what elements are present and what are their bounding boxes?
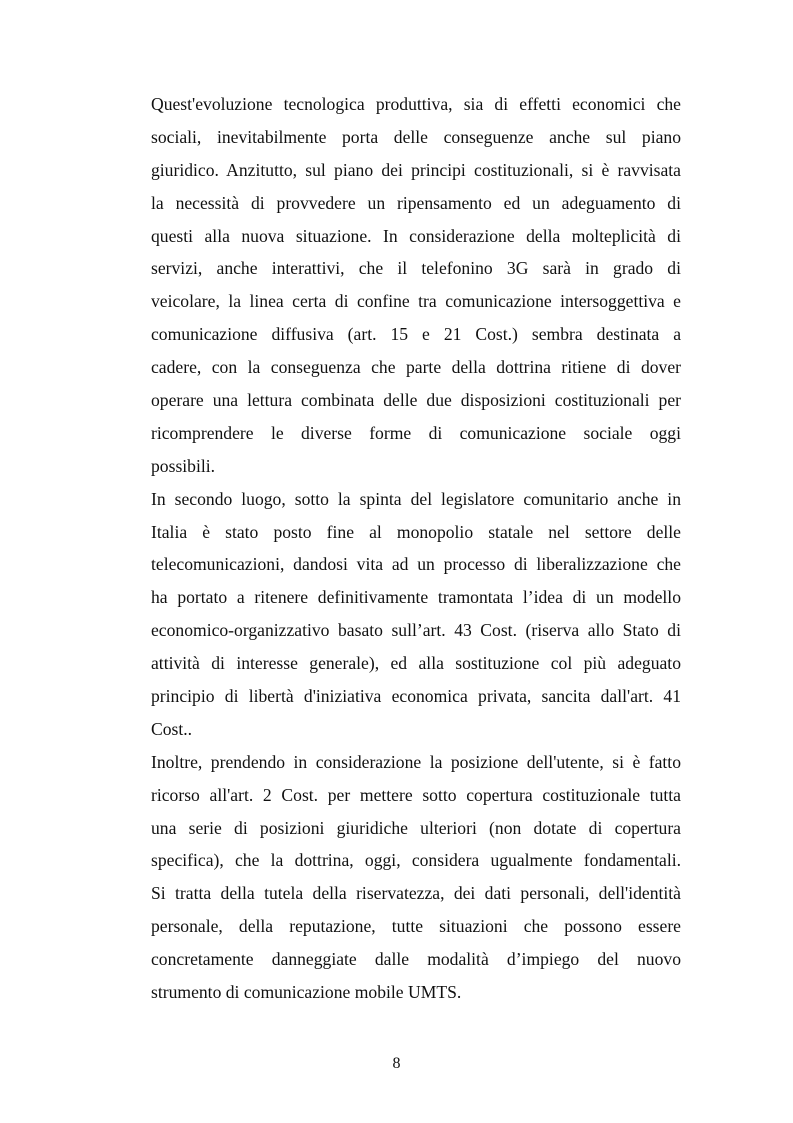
text-line: operare una lettura combinata delle due disposizioni costituzionali per: [151, 390, 681, 411]
text-line: Inoltre, prendendo in considerazione la posizione dell'utente, si è fatto: [151, 751, 681, 772]
text-line: Italia è stato posto fine al monopolio statale nel settore delle: [151, 521, 681, 542]
text-line: personale, della reputazione, tutte situazioni che possono essere: [151, 916, 681, 937]
text-line: strumento di comunicazione mobile UMTS.: [151, 982, 462, 1003]
text-line: comunicazione diffusiva (art. 15 e 21 Cost.) sembra destinata a: [151, 324, 681, 345]
text-line: Si tratta della tutela della riservatezza, dei dati personali, dell'identità: [151, 883, 681, 904]
body-text: [151, 88, 681, 1009]
text-line: telecomunicazioni, dandosi vita ad un processo di liberalizzazione che: [151, 554, 681, 575]
text-line: una serie di posizioni giuridiche ulteriori (non dotate di copertura: [151, 817, 681, 838]
paragraph-2: [151, 483, 681, 746]
text-line: la necessità di provvedere un ripensamento ed un adeguamento di: [151, 192, 681, 213]
text-line: servizi, anche interattivi, che il telefonino 3G sarà in grado di: [151, 258, 681, 279]
text-line: Quest'evoluzione tecnologica produttiva, sia di effetti economici che: [151, 94, 681, 114]
text-line: cadere, con la conseguenza che parte della dottrina ritiene di dover: [151, 357, 681, 378]
text-line: attività di interesse generale), ed alla sostituzione col più adeguato: [151, 653, 681, 674]
paragraph-3: [151, 746, 681, 1009]
paragraph-1: [151, 88, 681, 483]
text-line: ha portato a ritenere definitivamente tramontata l’idea di un modello: [151, 587, 681, 608]
text-line: principio di libertà d'iniziativa economica privata, sancita dall'art. 41: [151, 686, 681, 707]
text-line: specifica), che la dottrina, oggi, considera ugualmente fondamentali.: [151, 850, 681, 871]
text-line: In secondo luogo, sotto la spinta del legislatore comunitario anche in: [151, 488, 681, 509]
text-line: Cost..: [151, 718, 193, 739]
text-line: possibili.: [151, 455, 216, 476]
text-line: giuridico. Anzitutto, sul piano dei principi costituzionali, si è ravvisata: [151, 159, 681, 180]
text-line: ricorso all'art. 2 Cost. per mettere sotto copertura costituzionale tutta: [151, 784, 681, 805]
text-line: economico-organizzativo basato sull’art. 43 Cost. (riserva allo Stato di: [151, 620, 681, 641]
text-line: concretamente danneggiate dalle modalità d’impiego del nuovo: [151, 949, 681, 970]
text-line: sociali, inevitabilmente porta delle conseguenze anche sul piano: [151, 126, 681, 147]
text-line: questi alla nuova situazione. In considerazione della molteplicità di: [151, 225, 681, 246]
text-line: veicolare, la linea certa di confine tra comunicazione intersoggettiva e: [151, 291, 681, 312]
page-number: 8: [392, 1055, 401, 1072]
text-line: ricomprendere le diverse forme di comunicazione sociale oggi: [151, 422, 681, 443]
